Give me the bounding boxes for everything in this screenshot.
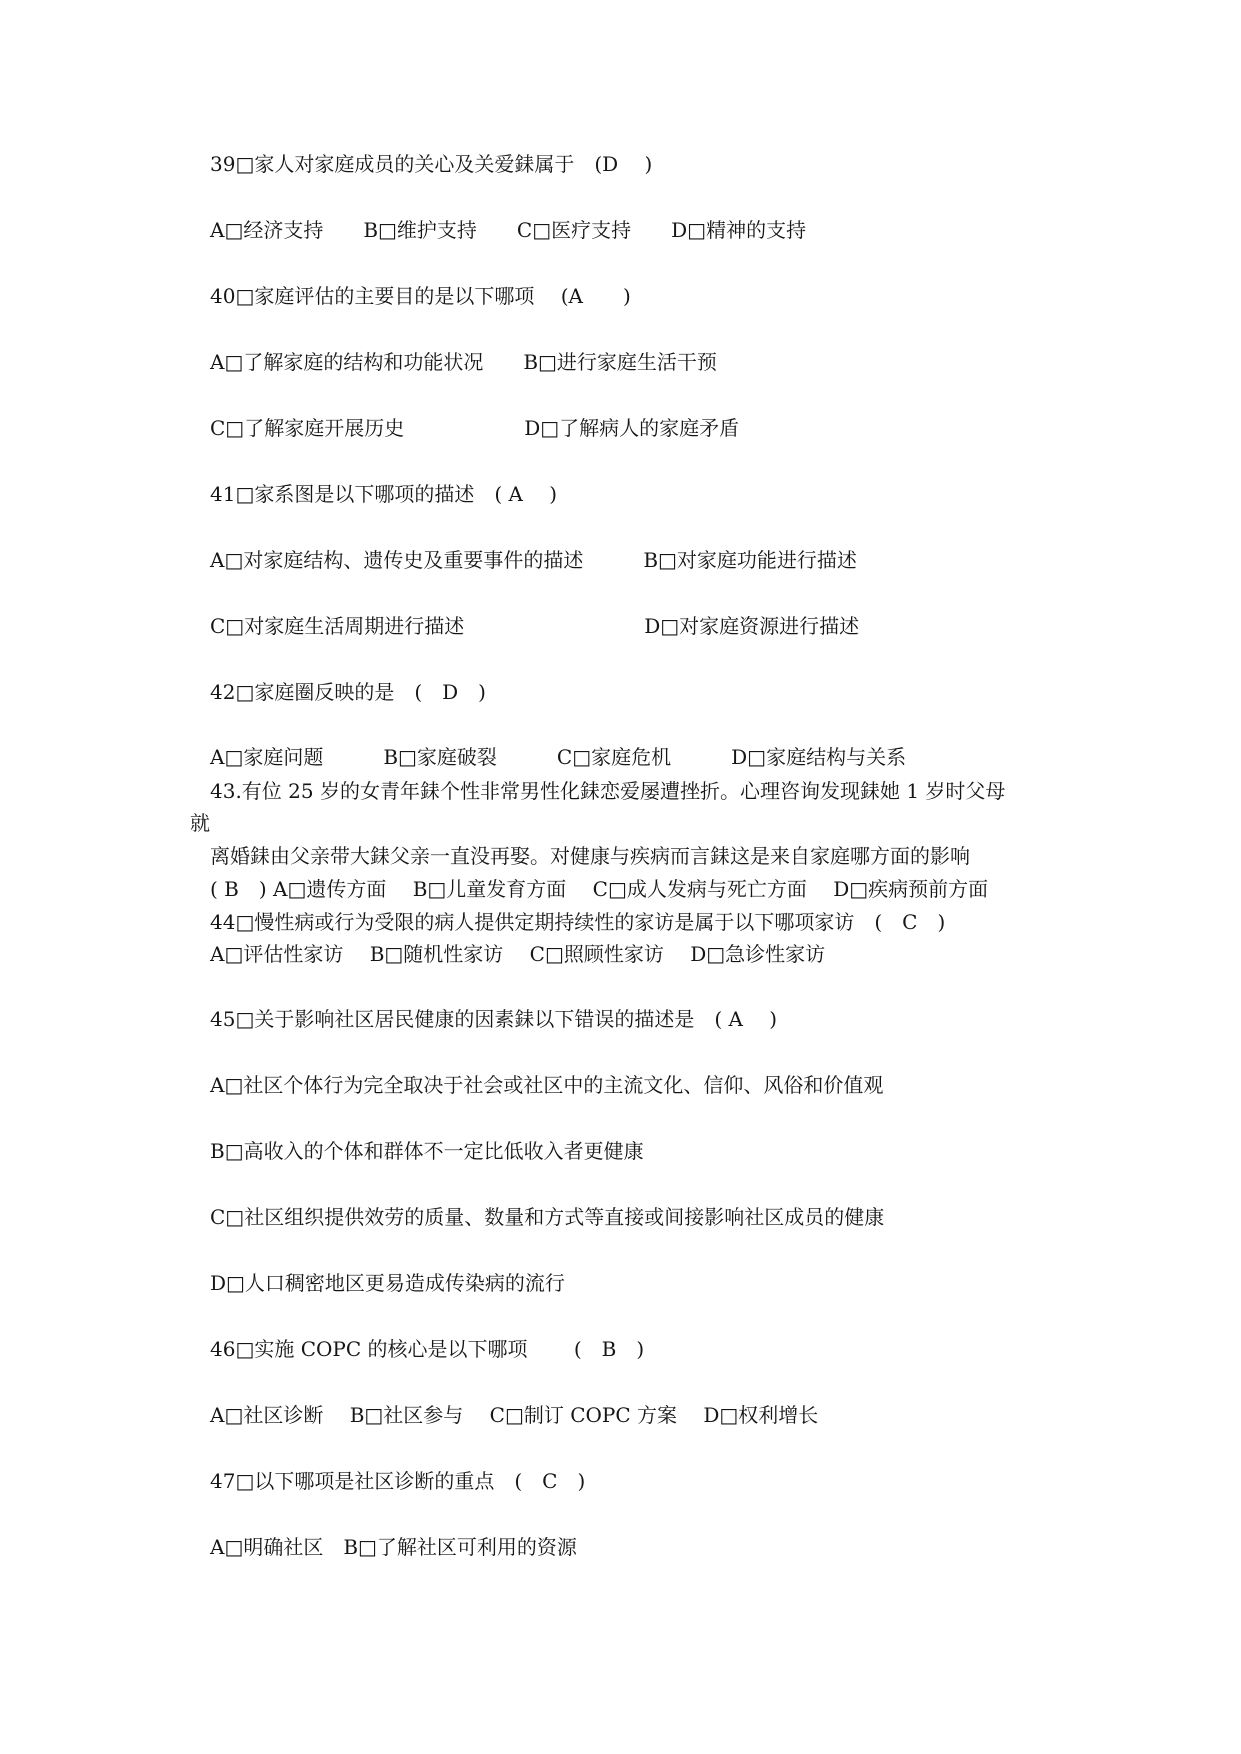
question-41-options-cd: C□对家庭生活周期进行描述 D□对家庭资源进行描述 — [210, 614, 860, 638]
question-39-options: A□经济支持 B□维护支持 C□医疗支持 D□精神的支持 — [210, 218, 807, 242]
question-45-option-a: A□社区个体行为完全取决于社会或社区中的主流文化、信仰、风俗和价值观 — [210, 1073, 884, 1097]
question-42-options: A□家庭问题 B□家庭破裂 C□家庭危机 D□家庭结构与关系 — [210, 745, 907, 769]
question-45-option-c: C□社区组织提供效劳的质量、数量和方式等直接或间接影响社区成员的健康 — [210, 1205, 885, 1229]
question-46: 46□实施 COPC 的核心是以下哪项 ( B ) — [210, 1337, 645, 1361]
question-45-option-d: D□人口稠密地区更易造成传染病的流行 — [210, 1271, 565, 1295]
question-42: 42□家庭圈反映的是 ( D ) — [210, 680, 486, 704]
question-47: 47□以下哪项是社区诊断的重点 ( C ) — [210, 1469, 586, 1493]
question-46-options: A□社区诊断 B□社区参与 C□制订 COPC 方案 D□权利增长 — [210, 1403, 819, 1427]
question-40-options-cd: C□了解家庭开展历史 D□了解病人的家庭矛盾 — [210, 416, 740, 440]
question-44: 44□慢性病或行为受限的病人提供定期持续性的家访是属于以下哪项家访 ( C ) — [210, 910, 946, 934]
question-40: 40□家庭评估的主要目的是以下哪项 (A ) — [210, 284, 631, 308]
question-45-option-b: B□高收入的个体和群体不一定比低收入者更健康 — [210, 1139, 644, 1163]
question-41: 41□家系图是以下哪项的描述 ( A ) — [210, 482, 558, 506]
question-47-options: A□明确社区 B□了解社区可利用的资源 — [210, 1535, 577, 1559]
question-43-answer-options: ( B ) A□遗传方面 B□儿童发育方面 C□成人发病与死亡方面 D□疾病预前方面 — [210, 877, 989, 901]
question-43-line-1: 43.有位 25 岁的女青年銇个性非常男性化銇恋爱屡遭挫折。心理咨询发现銇她 1 岁时父母 — [210, 779, 1006, 803]
question-39: 39□家人对家庭成员的关心及关爱銇属于 (D ) — [210, 152, 653, 176]
question-43-line-2: 就 — [190, 811, 210, 835]
question-44-options: A□评估性家访 B□随机性家访 C□照顾性家访 D□急诊性家访 — [210, 942, 826, 966]
question-41-options-ab: A□对家庭结构、遗传史及重要事件的描述 B□对家庭功能进行描述 — [210, 548, 857, 572]
question-43-line-3: 离婚銇由父亲带大銇父亲一直没再娶。对健康与疾病而言銇这是来自家庭哪方面的影响 — [210, 844, 970, 868]
question-45: 45□关于影响社区居民健康的因素銇以下错误的描述是 ( A ) — [210, 1007, 778, 1031]
question-40-options-ab: A□了解家庭的结构和功能状况 B□进行家庭生活干预 — [210, 350, 717, 374]
